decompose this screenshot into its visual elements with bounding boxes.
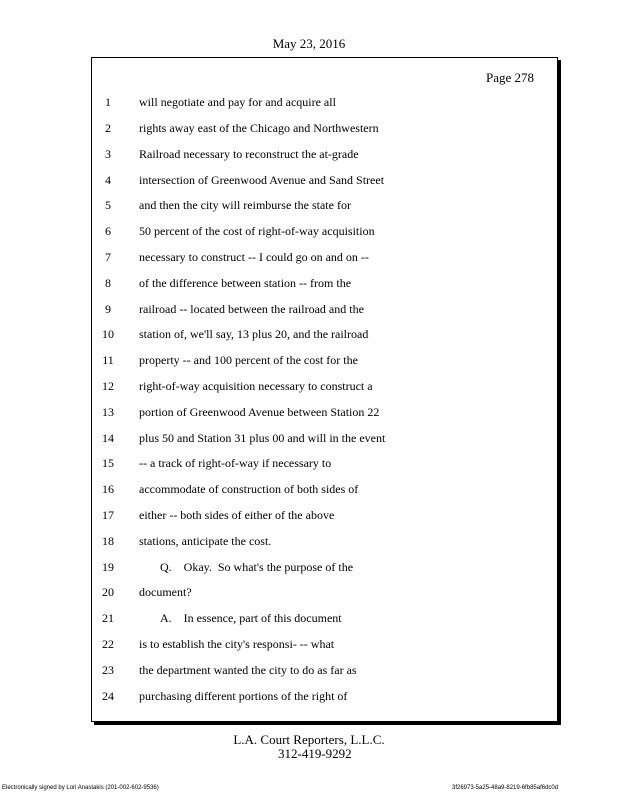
line-text: purchasing different portions of the right of — [139, 689, 348, 703]
line-text: document? — [139, 585, 192, 599]
line-number: 12 — [102, 379, 114, 393]
line-number: 11 — [102, 353, 114, 367]
footer — [0, 732, 618, 761]
electronic-signature-note: Electronically signed by Lori Anastakis (201-002-602-9536) — [2, 785, 159, 791]
line-text: either -- both sides of either of the above — [139, 508, 335, 522]
line-text: is to establish the city's responsi- -- what — [139, 637, 335, 651]
line-text: station of, we'll say, 13 plus 20, and the railroad — [139, 327, 369, 341]
line-number: 22 — [102, 637, 114, 651]
line-number: 8 — [105, 276, 111, 290]
line-number: 19 — [102, 560, 114, 574]
line-text: right-of-way acquisition necessary to construct a — [139, 379, 373, 393]
line-text: accommodate of construction of both sides of — [139, 482, 359, 496]
line-text: -- a track of right-of-way if necessary to — [139, 456, 332, 470]
line-text: stations, anticipate the cost. — [139, 534, 272, 548]
line-text: will negotiate and pay for and acquire all — [139, 95, 336, 109]
line-number: 6 — [105, 224, 111, 238]
line-text: the department wanted the city to do as far as — [139, 663, 357, 677]
line-text: property -- and 100 percent of the cost for the — [139, 353, 358, 367]
line-number: 21 — [102, 611, 114, 625]
line-text: rights away east of the Chicago and Northwestern — [139, 121, 379, 135]
line-text: Railroad necessary to reconstruct the at-grade — [139, 147, 359, 161]
line-number: 14 — [102, 431, 114, 445]
line-text: of the difference between station -- from the — [139, 276, 352, 290]
line-number: 9 — [105, 302, 111, 316]
line-number: 4 — [105, 173, 111, 187]
line-number: 13 — [102, 405, 114, 419]
line-text: plus 50 and Station 31 plus 00 and will in the event — [139, 431, 386, 445]
line-text: intersection of Greenwood Avenue and Sand Street — [139, 173, 385, 187]
line-number: 2 — [105, 121, 111, 135]
line-number: 3 — [105, 147, 111, 161]
line-number: 20 — [102, 585, 114, 599]
line-text: and then the city will reimburse the state for — [139, 198, 351, 212]
line-number: 23 — [102, 663, 114, 677]
footer-company: L.A. Court Reporters, L.L.C. — [233, 732, 385, 747]
footer-phone: 312-419-9292 — [278, 746, 352, 761]
line-text: A. In essence, part of this document — [160, 611, 342, 625]
header-date: May 23, 2016 — [272, 36, 346, 51]
line-number: 15 — [102, 456, 114, 470]
line-number: 17 — [102, 508, 114, 522]
line-text: portion of Greenwood Avenue between Station 22 — [139, 405, 380, 419]
line-number: 16 — [102, 482, 114, 496]
line-number: 24 — [102, 689, 114, 703]
page-number: Page 278 — [486, 70, 535, 85]
line-number: 5 — [105, 198, 111, 212]
line-text: 50 percent of the cost of right-of-way acquisition — [139, 224, 375, 238]
line-text: Q. Okay. So what's the purpose of the — [160, 560, 354, 574]
line-number: 10 — [102, 327, 114, 341]
line-number: 18 — [102, 534, 114, 548]
line-text: railroad -- located between the railroad and the — [139, 302, 364, 316]
line-number: 1 — [105, 95, 111, 109]
line-text: necessary to construct -- I could go on and on -- — [139, 250, 369, 264]
document-hash: 3f26973-5a25-48a9-8219-6fb85af6dc0d — [452, 785, 559, 791]
line-number: 7 — [105, 250, 111, 264]
